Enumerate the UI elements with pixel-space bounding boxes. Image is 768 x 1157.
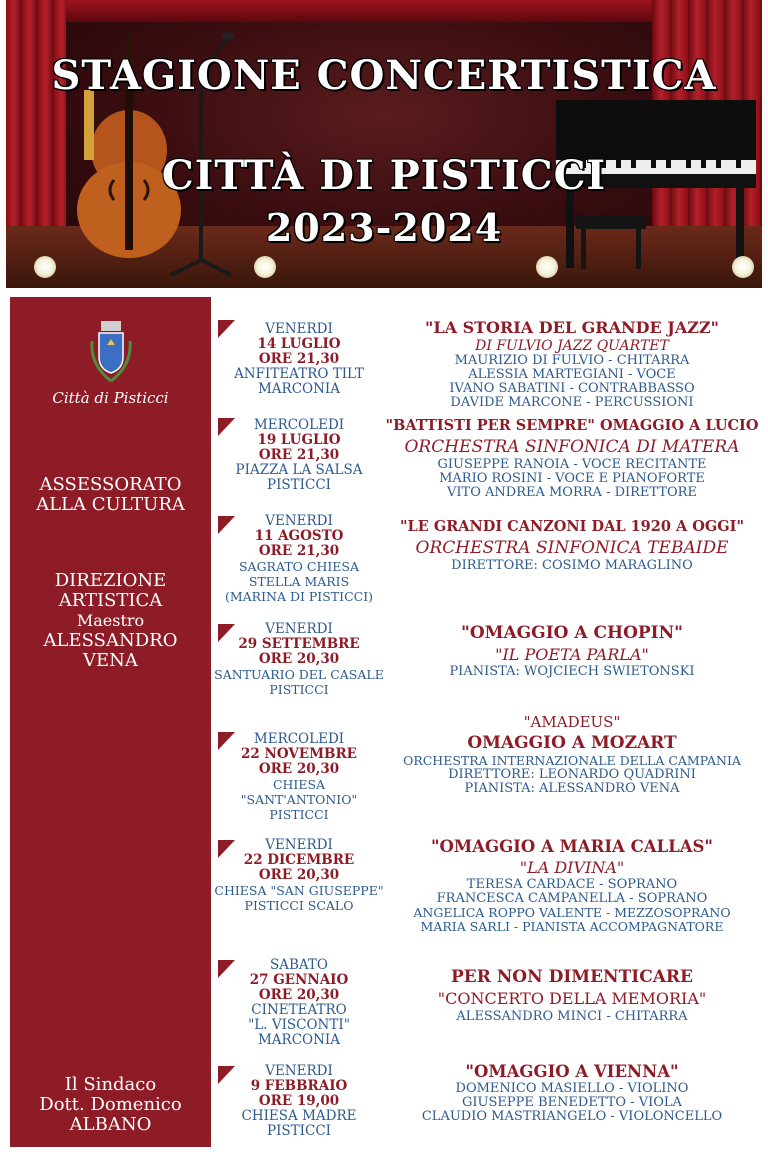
event-title: OMAGGIO A MOZART — [467, 733, 677, 753]
event-date: 14 LUGLIO — [257, 336, 341, 352]
event-subtitle: "IL POETA PARLA" — [495, 645, 649, 664]
event-info — [376, 318, 768, 410]
sindaco-block — [10, 1075, 211, 1135]
event-line: CLAUDIO MASTRIANGELO - VIOLONCELLO — [421, 1109, 723, 1124]
event-title: "OMAGGIO A MARIA CALLAS" — [430, 837, 714, 856]
event-time: ORE 19,00 — [258, 1093, 340, 1109]
event-day: VENERDI — [265, 621, 333, 637]
event-subtitle: "LA DIVINA" — [519, 858, 625, 877]
stage-light-icon — [254, 256, 276, 278]
event-info — [376, 712, 768, 796]
event-date: 11 AGOSTO — [254, 528, 344, 544]
event-time: ORE 21,30 — [258, 447, 340, 463]
event-line: DAVIDE MARCONE - PERCUSSIONI — [450, 395, 694, 410]
event-subtitle: ORCHESTRA SINFONICA TEBAIDE — [415, 538, 729, 558]
direzione-block — [10, 571, 211, 671]
header-banner — [6, 0, 762, 288]
event-line: MARIA SARLI - PIANISTA ACCOMPAGNATORE — [420, 919, 724, 934]
event-time: ORE 20,30 — [258, 987, 340, 1003]
sindaco-line: Dott. Domenico — [39, 1094, 182, 1115]
event-place: PIAZZA LA SALSA — [235, 462, 363, 478]
direzione-line: VENA — [83, 650, 138, 671]
event-time: ORE 20,30 — [258, 651, 340, 667]
direzione-line: Maestro — [76, 611, 145, 630]
event-line: GIUSEPPE BENEDETTO - VIOLA — [462, 1095, 682, 1110]
event-date-block — [214, 732, 384, 822]
event-line: DIRETTORE: COSIMO MARAGLINO — [451, 558, 693, 573]
event-place: STELLA MARIS — [248, 574, 350, 589]
event-title: "LA STORIA DEL GRANDE JAZZ" — [425, 318, 719, 337]
event-time: ORE 21,30 — [258, 351, 340, 367]
direzione-line: ALESSANDRO — [43, 630, 178, 651]
event-line: FRANCESCA CAMPANELLA - SOPRANO — [436, 891, 708, 906]
event-time: ORE 20,30 — [258, 867, 340, 883]
event-title: "LE GRANDI CANZONI DAL 1920 A OGGI" — [399, 518, 745, 535]
event-line: DOMENICO MASIELLO - VIOLINO — [455, 1081, 689, 1096]
event-date: 27 GENNAIO — [249, 972, 349, 988]
stage-light-icon — [34, 256, 56, 278]
event-title: "BATTISTI PER SEMPRE" OMAGGIO A LUCIO — [385, 417, 759, 434]
event-date-block — [214, 622, 384, 697]
event-time: ORE 21,30 — [258, 543, 340, 559]
direzione-line: DIREZIONE — [54, 570, 167, 591]
event-date-block — [214, 322, 384, 397]
event-subtitle: ORCHESTRA SINFONICA DI MATERA — [404, 437, 740, 457]
event-date-block — [214, 838, 384, 913]
event-line: PIANISTA: WOJCIECH SWIETONSKI — [449, 664, 695, 679]
sidebar — [10, 297, 211, 1147]
event-date-block — [214, 418, 384, 493]
event-date-block — [214, 514, 384, 604]
event-pretitle: "AMADEUS" — [523, 713, 621, 731]
event-place: PISTICCI — [267, 477, 331, 493]
event-line: MARIO ROSINI - VOCE E PIANOFORTE — [439, 471, 705, 486]
event-day: VENERDI — [265, 1063, 333, 1079]
event-info — [376, 416, 768, 500]
stage-light-icon — [536, 256, 558, 278]
sindaco-line: Il Sindaco — [64, 1074, 157, 1095]
event-day: VENERDI — [265, 321, 333, 337]
event-place: PISTICCI — [269, 682, 329, 697]
event-date-block — [214, 958, 384, 1048]
event-date: 29 SETTEMBRE — [238, 636, 360, 652]
event-place: MARCONIA — [257, 1032, 341, 1048]
event-line: ANGELICA ROPPO VALENTE - MEZZOSOPRANO — [413, 905, 731, 920]
event-place: PISTICCI — [269, 807, 329, 822]
event-place: SAGRATO CHIESA — [238, 559, 359, 574]
event-day: VENERDI — [265, 513, 333, 529]
event-line: ALESSIA MARTEGIANI - VOCE — [468, 367, 676, 382]
event-place: MARCONIA — [257, 381, 341, 397]
event-date: 22 NOVEMBRE — [241, 746, 357, 762]
event-day: MERCOLEDI — [253, 731, 345, 747]
event-place: CINETEATRO — [251, 1002, 347, 1018]
event-place: PISTICCI SCALO — [244, 898, 354, 913]
event-line: DIRETTORE: LEONARDO QUADRINI — [448, 767, 696, 782]
event-line: ORCHESTRA INTERNAZIONALE DELLA CAMPANIA — [403, 753, 741, 768]
event-info — [376, 1062, 768, 1124]
event-line: ALESSANDRO MINCI - CHITARRA — [456, 1009, 688, 1024]
event-date: 9 FEBBRAIO — [250, 1078, 348, 1094]
event-place: PISTICCI — [267, 1123, 331, 1139]
event-info — [376, 966, 768, 1024]
event-line: IVANO SABATINI - CONTRABBASSO — [449, 381, 695, 396]
event-place: SANTUARIO DEL CASALE — [214, 667, 384, 682]
banner-title-line-1: STAGIONE CONCERTISTICA — [51, 52, 717, 99]
banner-title-line-3: 2023-2024 — [265, 205, 503, 250]
city-signature: Città di Pisticci — [52, 389, 169, 407]
sindaco-line: ALBANO — [69, 1114, 152, 1135]
banner-title-line-2: CITTÀ DI PISTICCI — [161, 152, 607, 199]
event-place: "L. VISCONTI" — [248, 1017, 350, 1033]
event-line: VITO ANDREA MORRA - DIRETTORE — [447, 485, 697, 500]
event-date-block — [214, 1064, 384, 1139]
event-time: ORE 20,30 — [258, 761, 340, 777]
event-day: MERCOLEDI — [253, 417, 345, 433]
event-info — [376, 622, 768, 679]
event-title: "OMAGGIO A VIENNA" — [465, 1062, 679, 1081]
event-place: CHIESA "SAN GIUSEPPE" — [214, 883, 384, 898]
event-title: PER NON DIMENTICARE — [450, 967, 693, 987]
event-date: 22 DICEMBRE — [243, 852, 355, 868]
event-line: PIANISTA: ALESSANDRO VENA — [464, 781, 680, 796]
event-date: 19 LUGLIO — [257, 432, 341, 448]
assessorato-line: ASSESSORATO — [39, 474, 182, 495]
event-place: CHIESA "SANT'ANTONIO" — [240, 777, 358, 807]
event-day: VENERDI — [265, 837, 333, 853]
event-place: (MARINA DI PISTICCI) — [224, 589, 374, 604]
event-place: CHIESA MADRE — [241, 1108, 357, 1124]
event-place: ANFITEATRO TILT — [234, 366, 364, 382]
assessorato-line: ALLA CULTURA — [36, 494, 185, 515]
event-info — [376, 836, 768, 934]
event-day: SABATO — [269, 957, 328, 973]
city-crest-icon — [89, 321, 133, 387]
event-title: "OMAGGIO A CHOPIN" — [460, 623, 684, 643]
event-line: MAURIZIO DI FULVIO - CHITARRA — [454, 353, 690, 368]
event-info — [376, 517, 768, 573]
direzione-line: ARTISTICA — [58, 590, 163, 611]
event-line: GIUSEPPE RANOIA - VOCE RECITANTE — [437, 457, 707, 472]
event-line: TERESA CARDACE - SOPRANO — [466, 877, 678, 892]
stage-light-icon — [732, 256, 754, 278]
event-subtitle: DI FULVIO JAZZ QUARTET — [475, 338, 669, 354]
assessorato-block — [10, 475, 211, 515]
curtain-top — [6, 0, 762, 22]
event-subtitle: "CONCERTO DELLA MEMORIA" — [437, 989, 707, 1008]
